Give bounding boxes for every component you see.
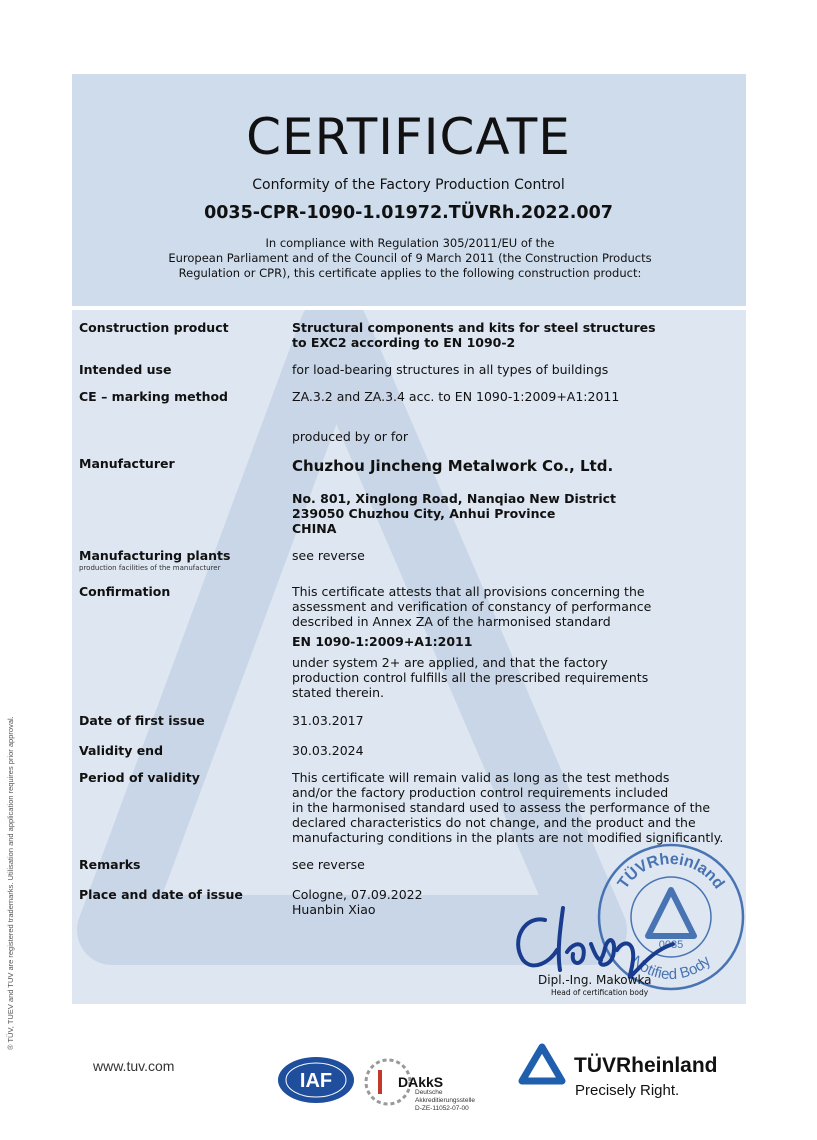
value-period-validity: This certificate will remain valid as long as the test methods and/or the factory production control requirements included in the harmonised standard used to assess the performance of the declared characteristics do not change, and the product and the manufacturing conditions in the plants are not modified significantly.	[292, 770, 724, 845]
produced-by-text: produced by or for	[292, 429, 409, 444]
footer-url[interactable]: www.tuv.com	[93, 1058, 175, 1074]
certificate-subtitle: Conformity of the Factory Production Control	[252, 177, 565, 193]
manufacturer-address: No. 801, Xinglong Road, Nanqiao New District 239050 Chuzhou City, Anhui Province CHINA	[292, 491, 617, 536]
certificate-number: 0035-CPR-1090-1.01972.TÜVRh.2022.007	[204, 203, 613, 223]
label-intended-use: Intended use	[79, 362, 172, 377]
value-place-date: Cologne, 07.09.2022 Huanbin Xiao	[292, 887, 423, 917]
signatory-name: Dipl.-Ing. Makowka	[538, 973, 652, 987]
label-place-date: Place and date of issue	[79, 887, 243, 902]
iaf-logo-icon	[276, 1055, 356, 1105]
svg-text:TÜVRheinland: TÜVRheinland	[614, 850, 728, 893]
value-ce-marking: ZA.3.2 and ZA.3.4 acc. to EN 1090-1:2009+A1:2011	[292, 389, 620, 404]
label-first-issue: Date of first issue	[79, 713, 205, 728]
value-remarks: see reverse	[292, 857, 365, 872]
sublabel-manufacturing-plants: production facilities of the manufacturer	[79, 564, 221, 572]
label-remarks: Remarks	[79, 857, 141, 872]
signatory-role: Head of certification body	[551, 988, 649, 997]
iaf-text: IAF	[299, 1070, 333, 1092]
stamp-number: 0035	[658, 939, 684, 951]
value-intended-use: for load-bearing structures in all types of buildings	[292, 362, 609, 377]
label-confirmation: Confirmation	[79, 584, 171, 599]
label-validity-end: Validity end	[79, 743, 164, 758]
dakks-title: DAkkS	[398, 1074, 444, 1090]
manufacturer-name: Chuzhou Jincheng Metalwork Co., Ltd.	[292, 457, 614, 475]
certificate-title: CERTIFICATE	[246, 108, 571, 166]
value-validity-end: 30.03.2024	[292, 743, 364, 758]
tuv-brand-name: TÜVRheinland	[574, 1054, 718, 1077]
value-first-issue: 31.03.2017	[292, 713, 364, 728]
label-period-validity: Period of validity	[79, 770, 200, 785]
label-manufacturer: Manufacturer	[79, 456, 175, 471]
tuv-slogan: Precisely Right.	[575, 1082, 680, 1099]
trademark-note: ® TÜV, TUEV and TUV are registered trademarks. Utilisation and application requires prior approval.	[6, 716, 15, 1050]
value-manufacturing-plants: see reverse	[292, 548, 365, 563]
svg-text:Notified Body: Notified Body	[628, 952, 714, 984]
signature-icon	[505, 900, 695, 980]
compliance-text: In compliance with Regulation 305/2011/EU of the European Parliament and of the Council of 9 March 2011 (the Construction Products Regulation or CPR), this certificate applies to the following construction product:	[168, 236, 652, 280]
label-manufacturing-plants: Manufacturing plants	[79, 548, 231, 563]
dakks-subtitle: Deutsche Akkreditierungsstelle D-ZE-11052-07-00	[415, 1089, 475, 1112]
confirmation-standard: EN 1090-1:2009+A1:2011	[292, 634, 473, 649]
label-construction-product: Construction product	[79, 320, 229, 335]
tuv-triangle-logo-icon	[518, 1043, 566, 1085]
value-confirmation: This certificate attests that all provisions concerning the assessment and verification of constancy of performance described in Annex ZA of the harmonised standard EN 1090-1:2009+A1:2011 under system 2+ are applied, and that the factory production control fulfills all the prescribed requirements stated therein.	[292, 584, 732, 700]
value-construction-product: Structural components and kits for steel structures to EXC2 according to EN 1090-2	[292, 320, 656, 350]
label-ce-marking: CE – marking method	[79, 389, 228, 404]
